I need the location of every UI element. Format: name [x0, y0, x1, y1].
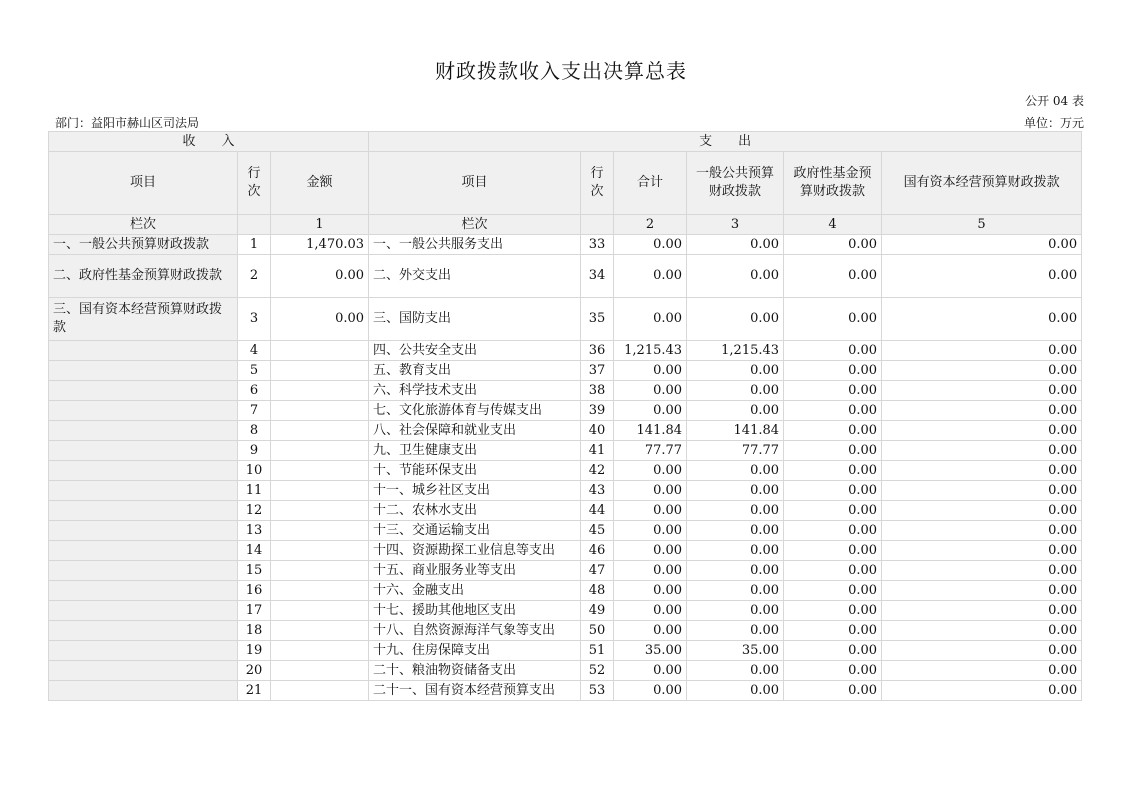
income-item-cell — [49, 621, 238, 641]
state-capital-cell: 0.00 — [882, 661, 1082, 681]
gov-fund-cell: 0.00 — [784, 421, 882, 441]
total-cell: 0.00 — [614, 681, 687, 701]
page-title: 财政拨款收入支出决算总表 — [435, 59, 687, 83]
general-budget-cell: 0.00 — [687, 255, 784, 298]
income-item-cell: 二、政府性基金预算财政拨款 — [49, 255, 238, 298]
income-item-cell — [49, 361, 238, 381]
income-item-cell — [49, 521, 238, 541]
gov-fund-cell: 0.00 — [784, 581, 882, 601]
expense-item-cell: 十五、商业服务业等支出 — [369, 561, 581, 581]
income-line-no-cell: 4 — [238, 341, 271, 361]
income-line-no-cell: 5 — [238, 361, 271, 381]
expense-line-no-cell: 42 — [581, 461, 614, 481]
table-row — [49, 441, 1082, 461]
income-amount-cell — [271, 481, 369, 501]
expense-item-cell: 二十一、国有资本经营预算支出 — [369, 681, 581, 701]
income-amount-cell — [271, 381, 369, 401]
general-budget-header: 一般公共预算财政拨款 — [687, 152, 784, 215]
general-budget-cell: 0.00 — [687, 298, 784, 341]
total-cell: 0.00 — [614, 298, 687, 341]
income-item-header: 项目 — [49, 152, 238, 215]
expense-line-no-cell: 40 — [581, 421, 614, 441]
expense-item-cell: 二、外交支出 — [369, 255, 581, 298]
total-cell: 0.00 — [614, 601, 687, 621]
gov-fund-cell: 0.00 — [784, 601, 882, 621]
gov-fund-cell: 0.00 — [784, 255, 882, 298]
income-amount-cell — [271, 361, 369, 381]
expense-col-2: 2 — [614, 215, 687, 235]
income-amount-cell — [271, 581, 369, 601]
state-capital-cell: 0.00 — [882, 461, 1082, 481]
gov-fund-header: 政府性基金预算财政拨款 — [784, 152, 882, 215]
gov-fund-cell: 0.00 — [784, 501, 882, 521]
income-col-no-blank — [238, 215, 271, 235]
expense-line-no-cell: 52 — [581, 661, 614, 681]
state-capital-cell: 0.00 — [882, 255, 1082, 298]
expense-item-cell: 十八、自然资源海洋气象等支出 — [369, 621, 581, 641]
general-budget-cell: 0.00 — [687, 461, 784, 481]
table-row — [49, 401, 1082, 421]
general-budget-cell: 1,215.43 — [687, 341, 784, 361]
income-item-cell: 三、国有资本经营预算财政拨款 — [49, 298, 238, 341]
table-row — [49, 561, 1082, 581]
expense-line-no-cell: 38 — [581, 381, 614, 401]
income-item-cell — [49, 381, 238, 401]
gov-fund-cell: 0.00 — [784, 298, 882, 341]
gov-fund-cell: 0.00 — [784, 521, 882, 541]
state-capital-cell: 0.00 — [882, 361, 1082, 381]
department-label: 部门：益阳市赫山区司法局 — [55, 116, 200, 130]
income-item-cell — [49, 601, 238, 621]
table-row — [49, 501, 1082, 521]
expense-col-no-blank — [581, 215, 614, 235]
expense-item-cell: 十九、住房保障支出 — [369, 641, 581, 661]
gov-fund-cell: 0.00 — [784, 361, 882, 381]
income-item-cell — [49, 421, 238, 441]
expense-item-cell: 三、国防支出 — [369, 298, 581, 341]
table-row — [49, 361, 1082, 381]
expense-item-cell: 十六、金融支出 — [369, 581, 581, 601]
income-item-cell — [49, 661, 238, 681]
gov-fund-cell: 0.00 — [784, 681, 882, 701]
total-cell: 1,215.43 — [614, 341, 687, 361]
total-cell: 0.00 — [614, 381, 687, 401]
state-capital-cell: 0.00 — [882, 641, 1082, 661]
state-capital-cell: 0.00 — [882, 298, 1082, 341]
income-col-1: 1 — [271, 215, 369, 235]
expense-item-cell: 十二、农林水支出 — [369, 501, 581, 521]
section-header-row — [49, 132, 1082, 152]
total-cell: 35.00 — [614, 641, 687, 661]
total-cell: 0.00 — [614, 621, 687, 641]
expense-item-cell: 十四、资源勘探工业信息等支出 — [369, 541, 581, 561]
expense-item-cell: 五、教育支出 — [369, 361, 581, 381]
table-row — [49, 421, 1082, 441]
state-capital-header: 国有资本经营预算财政拨款 — [882, 152, 1082, 215]
income-line-no-cell: 20 — [238, 661, 271, 681]
gov-fund-cell: 0.00 — [784, 481, 882, 501]
table-row — [49, 661, 1082, 681]
table-row — [49, 235, 1082, 255]
income-amount-cell — [271, 621, 369, 641]
general-budget-cell: 0.00 — [687, 501, 784, 521]
form-number: 公开 04 表 — [1025, 94, 1084, 108]
income-item-cell — [49, 441, 238, 461]
gov-fund-cell: 0.00 — [784, 561, 882, 581]
income-item-cell — [49, 641, 238, 661]
table-row — [49, 581, 1082, 601]
income-item-cell — [49, 341, 238, 361]
income-amount-cell — [271, 681, 369, 701]
state-capital-cell: 0.00 — [882, 381, 1082, 401]
expense-col-label: 栏次 — [369, 215, 581, 235]
state-capital-cell: 0.00 — [882, 401, 1082, 421]
expense-line-no-cell: 53 — [581, 681, 614, 701]
income-item-cell — [49, 681, 238, 701]
income-item-cell — [49, 541, 238, 561]
table-row — [49, 381, 1082, 401]
general-budget-cell: 0.00 — [687, 561, 784, 581]
income-amount-cell: 0.00 — [271, 298, 369, 341]
income-item-cell — [49, 401, 238, 421]
state-capital-cell: 0.00 — [882, 441, 1082, 461]
income-line-no-cell: 11 — [238, 481, 271, 501]
expense-line-no-cell: 46 — [581, 541, 614, 561]
expense-item-header: 项目 — [369, 152, 581, 215]
general-budget-cell: 0.00 — [687, 235, 784, 255]
total-cell: 0.00 — [614, 561, 687, 581]
general-budget-cell: 0.00 — [687, 381, 784, 401]
income-line-no-cell: 14 — [238, 541, 271, 561]
expense-item-cell: 七、文化旅游体育与传媒支出 — [369, 401, 581, 421]
table-body — [49, 235, 1082, 701]
total-cell: 0.00 — [614, 255, 687, 298]
total-cell: 0.00 — [614, 361, 687, 381]
total-cell: 0.00 — [614, 541, 687, 561]
budget-table — [48, 131, 1082, 701]
income-item-cell — [49, 501, 238, 521]
state-capital-cell: 0.00 — [882, 501, 1082, 521]
column-index-row — [49, 215, 1082, 235]
expense-item-cell: 十一、城乡社区支出 — [369, 481, 581, 501]
state-capital-cell: 0.00 — [882, 235, 1082, 255]
expense-line-no-cell: 51 — [581, 641, 614, 661]
expense-item-cell: 十三、交通运输支出 — [369, 521, 581, 541]
income-amount-cell — [271, 661, 369, 681]
gov-fund-cell: 0.00 — [784, 621, 882, 641]
income-line-no-cell: 1 — [238, 235, 271, 255]
table-row — [49, 298, 1082, 341]
income-amount-cell — [271, 441, 369, 461]
general-budget-cell: 0.00 — [687, 481, 784, 501]
income-amount-cell — [271, 501, 369, 521]
expense-item-cell: 十七、援助其他地区支出 — [369, 601, 581, 621]
income-col-label: 栏次 — [49, 215, 238, 235]
table-row — [49, 341, 1082, 361]
expense-item-cell: 四、公共安全支出 — [369, 341, 581, 361]
state-capital-cell: 0.00 — [882, 561, 1082, 581]
general-budget-cell: 0.00 — [687, 521, 784, 541]
expense-item-cell: 八、社会保障和就业支出 — [369, 421, 581, 441]
expense-item-cell: 十、节能环保支出 — [369, 461, 581, 481]
expense-line-no-cell: 35 — [581, 298, 614, 341]
total-cell: 141.84 — [614, 421, 687, 441]
general-budget-cell: 77.77 — [687, 441, 784, 461]
table-row — [49, 521, 1082, 541]
total-cell: 0.00 — [614, 581, 687, 601]
income-amount-cell — [271, 561, 369, 581]
expense-line-no-cell: 49 — [581, 601, 614, 621]
income-line-no-cell: 16 — [238, 581, 271, 601]
income-amount-cell: 0.00 — [271, 255, 369, 298]
expense-item-cell: 二十、粮油物资储备支出 — [369, 661, 581, 681]
gov-fund-cell: 0.00 — [784, 341, 882, 361]
income-amount-header: 金额 — [271, 152, 369, 215]
expense-line-no-cell: 44 — [581, 501, 614, 521]
general-budget-cell: 0.00 — [687, 541, 784, 561]
expense-line-no-cell: 33 — [581, 235, 614, 255]
general-budget-cell: 0.00 — [687, 681, 784, 701]
income-line-no-cell: 3 — [238, 298, 271, 341]
income-section-header: 收 入 — [49, 132, 369, 152]
gov-fund-cell: 0.00 — [784, 235, 882, 255]
income-line-no-cell: 9 — [238, 441, 271, 461]
income-line-no-cell: 2 — [238, 255, 271, 298]
income-line-no-header: 行次 — [238, 152, 271, 215]
total-cell: 77.77 — [614, 441, 687, 461]
state-capital-cell: 0.00 — [882, 581, 1082, 601]
gov-fund-cell: 0.00 — [784, 381, 882, 401]
income-item-cell: 一、一般公共预算财政拨款 — [49, 235, 238, 255]
state-capital-cell: 0.00 — [882, 621, 1082, 641]
general-budget-cell: 0.00 — [687, 661, 784, 681]
general-budget-cell: 0.00 — [687, 601, 784, 621]
general-budget-cell: 0.00 — [687, 361, 784, 381]
income-item-cell — [49, 581, 238, 601]
income-line-no-cell: 12 — [238, 501, 271, 521]
expense-item-cell: 六、科学技术支出 — [369, 381, 581, 401]
table-row — [49, 255, 1082, 298]
income-line-no-cell: 10 — [238, 461, 271, 481]
income-item-cell — [49, 561, 238, 581]
state-capital-cell: 0.00 — [882, 521, 1082, 541]
income-line-no-cell: 18 — [238, 621, 271, 641]
general-budget-cell: 0.00 — [687, 401, 784, 421]
income-amount-cell — [271, 601, 369, 621]
income-amount-cell — [271, 641, 369, 661]
state-capital-cell: 0.00 — [882, 601, 1082, 621]
expense-line-no-cell: 48 — [581, 581, 614, 601]
gov-fund-cell: 0.00 — [784, 461, 882, 481]
income-line-no-cell: 17 — [238, 601, 271, 621]
total-cell: 0.00 — [614, 235, 687, 255]
income-amount-cell — [271, 461, 369, 481]
state-capital-cell: 0.00 — [882, 421, 1082, 441]
expense-line-no-cell: 45 — [581, 521, 614, 541]
income-line-no-cell: 15 — [238, 561, 271, 581]
expense-line-no-cell: 37 — [581, 361, 614, 381]
general-budget-cell: 0.00 — [687, 621, 784, 641]
expense-section-header: 支 出 — [369, 132, 1082, 152]
state-capital-cell: 0.00 — [882, 541, 1082, 561]
expense-line-no-cell: 43 — [581, 481, 614, 501]
income-amount-cell — [271, 401, 369, 421]
income-amount-cell: 1,470.03 — [271, 235, 369, 255]
column-header-row — [49, 152, 1082, 215]
gov-fund-cell: 0.00 — [784, 441, 882, 461]
table-row — [49, 601, 1082, 621]
table-row — [49, 621, 1082, 641]
total-header: 合计 — [614, 152, 687, 215]
expense-col-4: 4 — [784, 215, 882, 235]
expense-item-cell: 一、一般公共服务支出 — [369, 235, 581, 255]
income-item-cell — [49, 481, 238, 501]
expense-line-no-header: 行次 — [581, 152, 614, 215]
total-cell: 0.00 — [614, 401, 687, 421]
expense-line-no-cell: 47 — [581, 561, 614, 581]
expense-line-no-cell: 34 — [581, 255, 614, 298]
expense-item-cell: 九、卫生健康支出 — [369, 441, 581, 461]
table-row — [49, 481, 1082, 501]
income-line-no-cell: 7 — [238, 401, 271, 421]
table-row — [49, 681, 1082, 701]
gov-fund-cell: 0.00 — [784, 401, 882, 421]
income-amount-cell — [271, 521, 369, 541]
general-budget-cell: 141.84 — [687, 421, 784, 441]
table-row — [49, 541, 1082, 561]
gov-fund-cell: 0.00 — [784, 641, 882, 661]
income-line-no-cell: 8 — [238, 421, 271, 441]
income-item-cell — [49, 461, 238, 481]
income-line-no-cell: 13 — [238, 521, 271, 541]
gov-fund-cell: 0.00 — [784, 661, 882, 681]
total-cell: 0.00 — [614, 501, 687, 521]
state-capital-cell: 0.00 — [882, 481, 1082, 501]
total-cell: 0.00 — [614, 661, 687, 681]
state-capital-cell: 0.00 — [882, 681, 1082, 701]
state-capital-cell: 0.00 — [882, 341, 1082, 361]
total-cell: 0.00 — [614, 521, 687, 541]
income-amount-cell — [271, 421, 369, 441]
table-row — [49, 461, 1082, 481]
income-line-no-cell: 6 — [238, 381, 271, 401]
income-line-no-cell: 19 — [238, 641, 271, 661]
expense-line-no-cell: 41 — [581, 441, 614, 461]
income-amount-cell — [271, 541, 369, 561]
table-row — [49, 641, 1082, 661]
expense-line-no-cell: 50 — [581, 621, 614, 641]
general-budget-cell: 0.00 — [687, 581, 784, 601]
expense-line-no-cell: 39 — [581, 401, 614, 421]
gov-fund-cell: 0.00 — [784, 541, 882, 561]
income-line-no-cell: 21 — [238, 681, 271, 701]
total-cell: 0.00 — [614, 481, 687, 501]
income-amount-cell — [271, 341, 369, 361]
total-cell: 0.00 — [614, 461, 687, 481]
unit-label: 单位：万元 — [1023, 116, 1084, 130]
expense-col-5: 5 — [882, 215, 1082, 235]
expense-line-no-cell: 36 — [581, 341, 614, 361]
general-budget-cell: 35.00 — [687, 641, 784, 661]
expense-col-3: 3 — [687, 215, 784, 235]
